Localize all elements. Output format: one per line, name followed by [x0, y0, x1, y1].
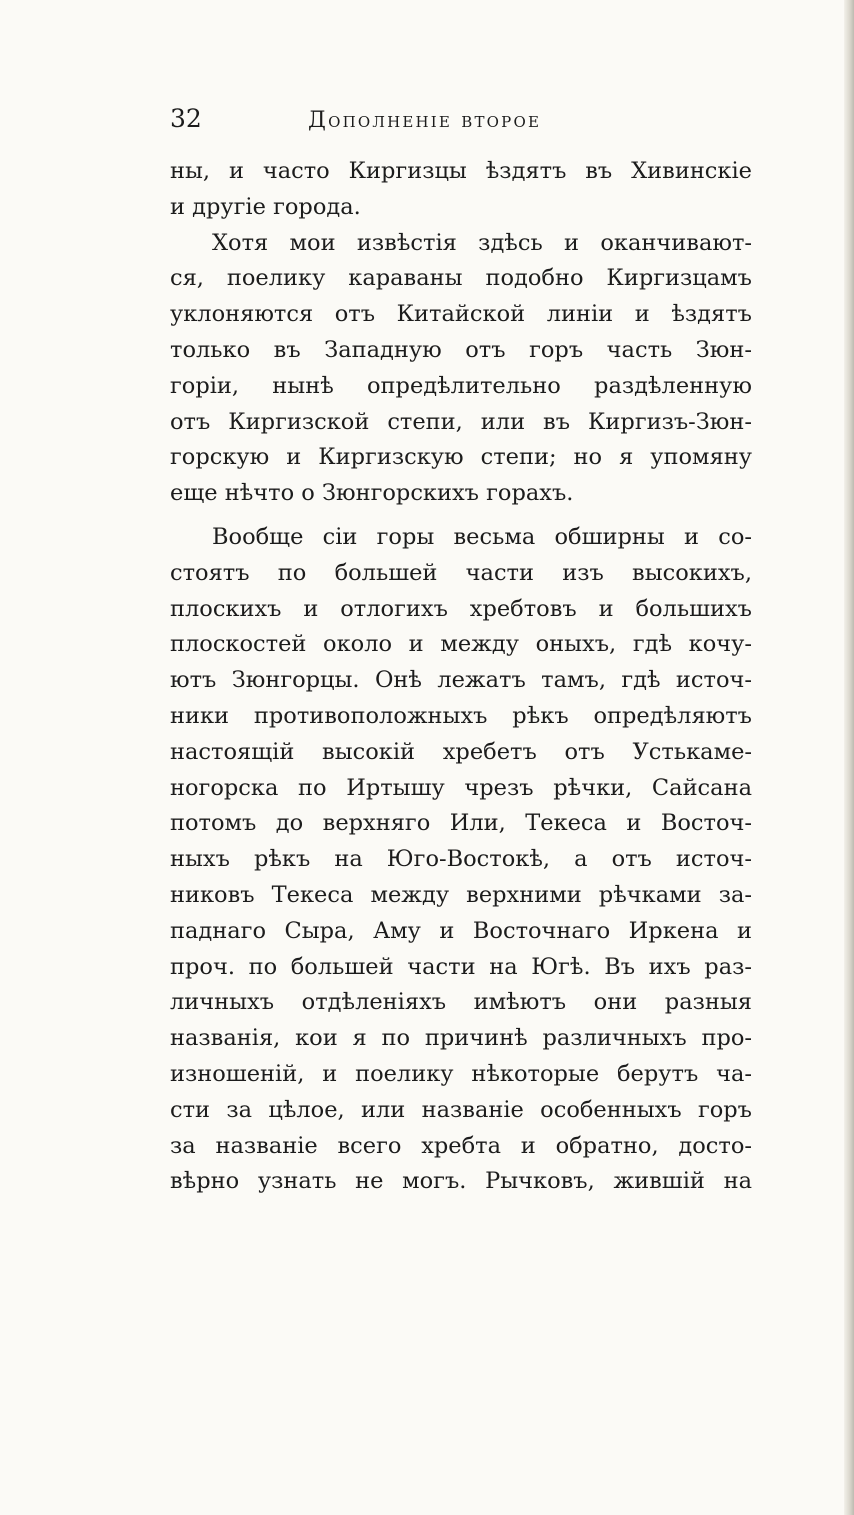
- text-line: за названіе всего хребта и обратно, досто-: [170, 1132, 752, 1159]
- text-line: и другіе города.: [170, 193, 361, 220]
- text-line: ники противоположныхъ рѣкъ опредѣляютъ: [170, 702, 752, 729]
- text-line: плоскостей около и между оныхъ, гдѣ кочу-: [170, 631, 752, 658]
- page-edge: [844, 0, 854, 1515]
- text-line: ся, поелику караваны подобно Киргизцамъ: [170, 265, 752, 292]
- text-line: ныхъ рѣкъ на Юго-Востокѣ, а отъ источ-: [170, 846, 752, 873]
- text-line: названія, кои я по причинѣ различныхъ про-: [170, 1025, 752, 1052]
- text-line: Хотя мои извѣстія здѣсь и оканчивают-: [212, 229, 752, 256]
- text-line: никовъ Текеса между верхними рѣчками за-: [170, 881, 752, 908]
- text-line: вѣрно узнать не могъ. Рычковъ, жившій на: [170, 1168, 752, 1195]
- text-line: ютъ Зюнгорцы. Онѣ лежатъ тамъ, гдѣ источ-: [170, 667, 752, 694]
- text-line: горскую и Киргизскую степи; но я упомяну: [170, 444, 752, 471]
- text-line: еще нѣчто о Зюнгорскихъ горахъ.: [170, 480, 574, 507]
- text-line: паднаго Сыра, Аму и Восточнаго Иркена и: [170, 917, 752, 944]
- text-line: уклоняются отъ Китайской линіи и ѣздятъ: [170, 301, 752, 328]
- text-line: только въ Западную отъ горъ часть Зюн-: [170, 336, 752, 363]
- page-header: [170, 100, 760, 140]
- text-line: изношеній, и поелику нѣкоторые берутъ ча-: [170, 1060, 752, 1087]
- text-line: Вообще сіи горы весьма обширны и со-: [212, 523, 752, 550]
- text-line: сти за цѣлое, или названіе особенныхъ горъ: [170, 1096, 752, 1123]
- text-line: горіи, нынѣ опредѣлительно раздѣленную: [170, 372, 752, 399]
- text-line: потомъ до верхняго Или, Текеса и Восточ-: [170, 810, 752, 837]
- body-text: [170, 154, 752, 1200]
- text-line: ногорска по Иртышу чрезъ рѣчки, Сайсана: [170, 774, 752, 801]
- text-line: проч. по большей части на Югѣ. Въ ихъ раз-: [170, 953, 752, 980]
- text-line: настоящій высокій хребетъ отъ Устькаме-: [170, 738, 752, 765]
- text-line: отъ Киргизской степи, или въ Киргизъ-Зюн-: [170, 408, 752, 435]
- text-line: стоятъ по большей части изъ высокихъ,: [170, 559, 752, 586]
- text-line: ны, и часто Киргизцы ѣздятъ въ Хивинскіе: [170, 158, 752, 184]
- paragraph-gap: [170, 512, 752, 520]
- running-head: Дополненіе второе: [308, 108, 542, 133]
- text-line: плоскихъ и отлогихъ хребтовъ и большихъ: [170, 595, 752, 622]
- text-line: личныхъ отдѣленіяхъ имѣютъ они разныя: [170, 989, 752, 1016]
- page-number: 32: [170, 104, 202, 133]
